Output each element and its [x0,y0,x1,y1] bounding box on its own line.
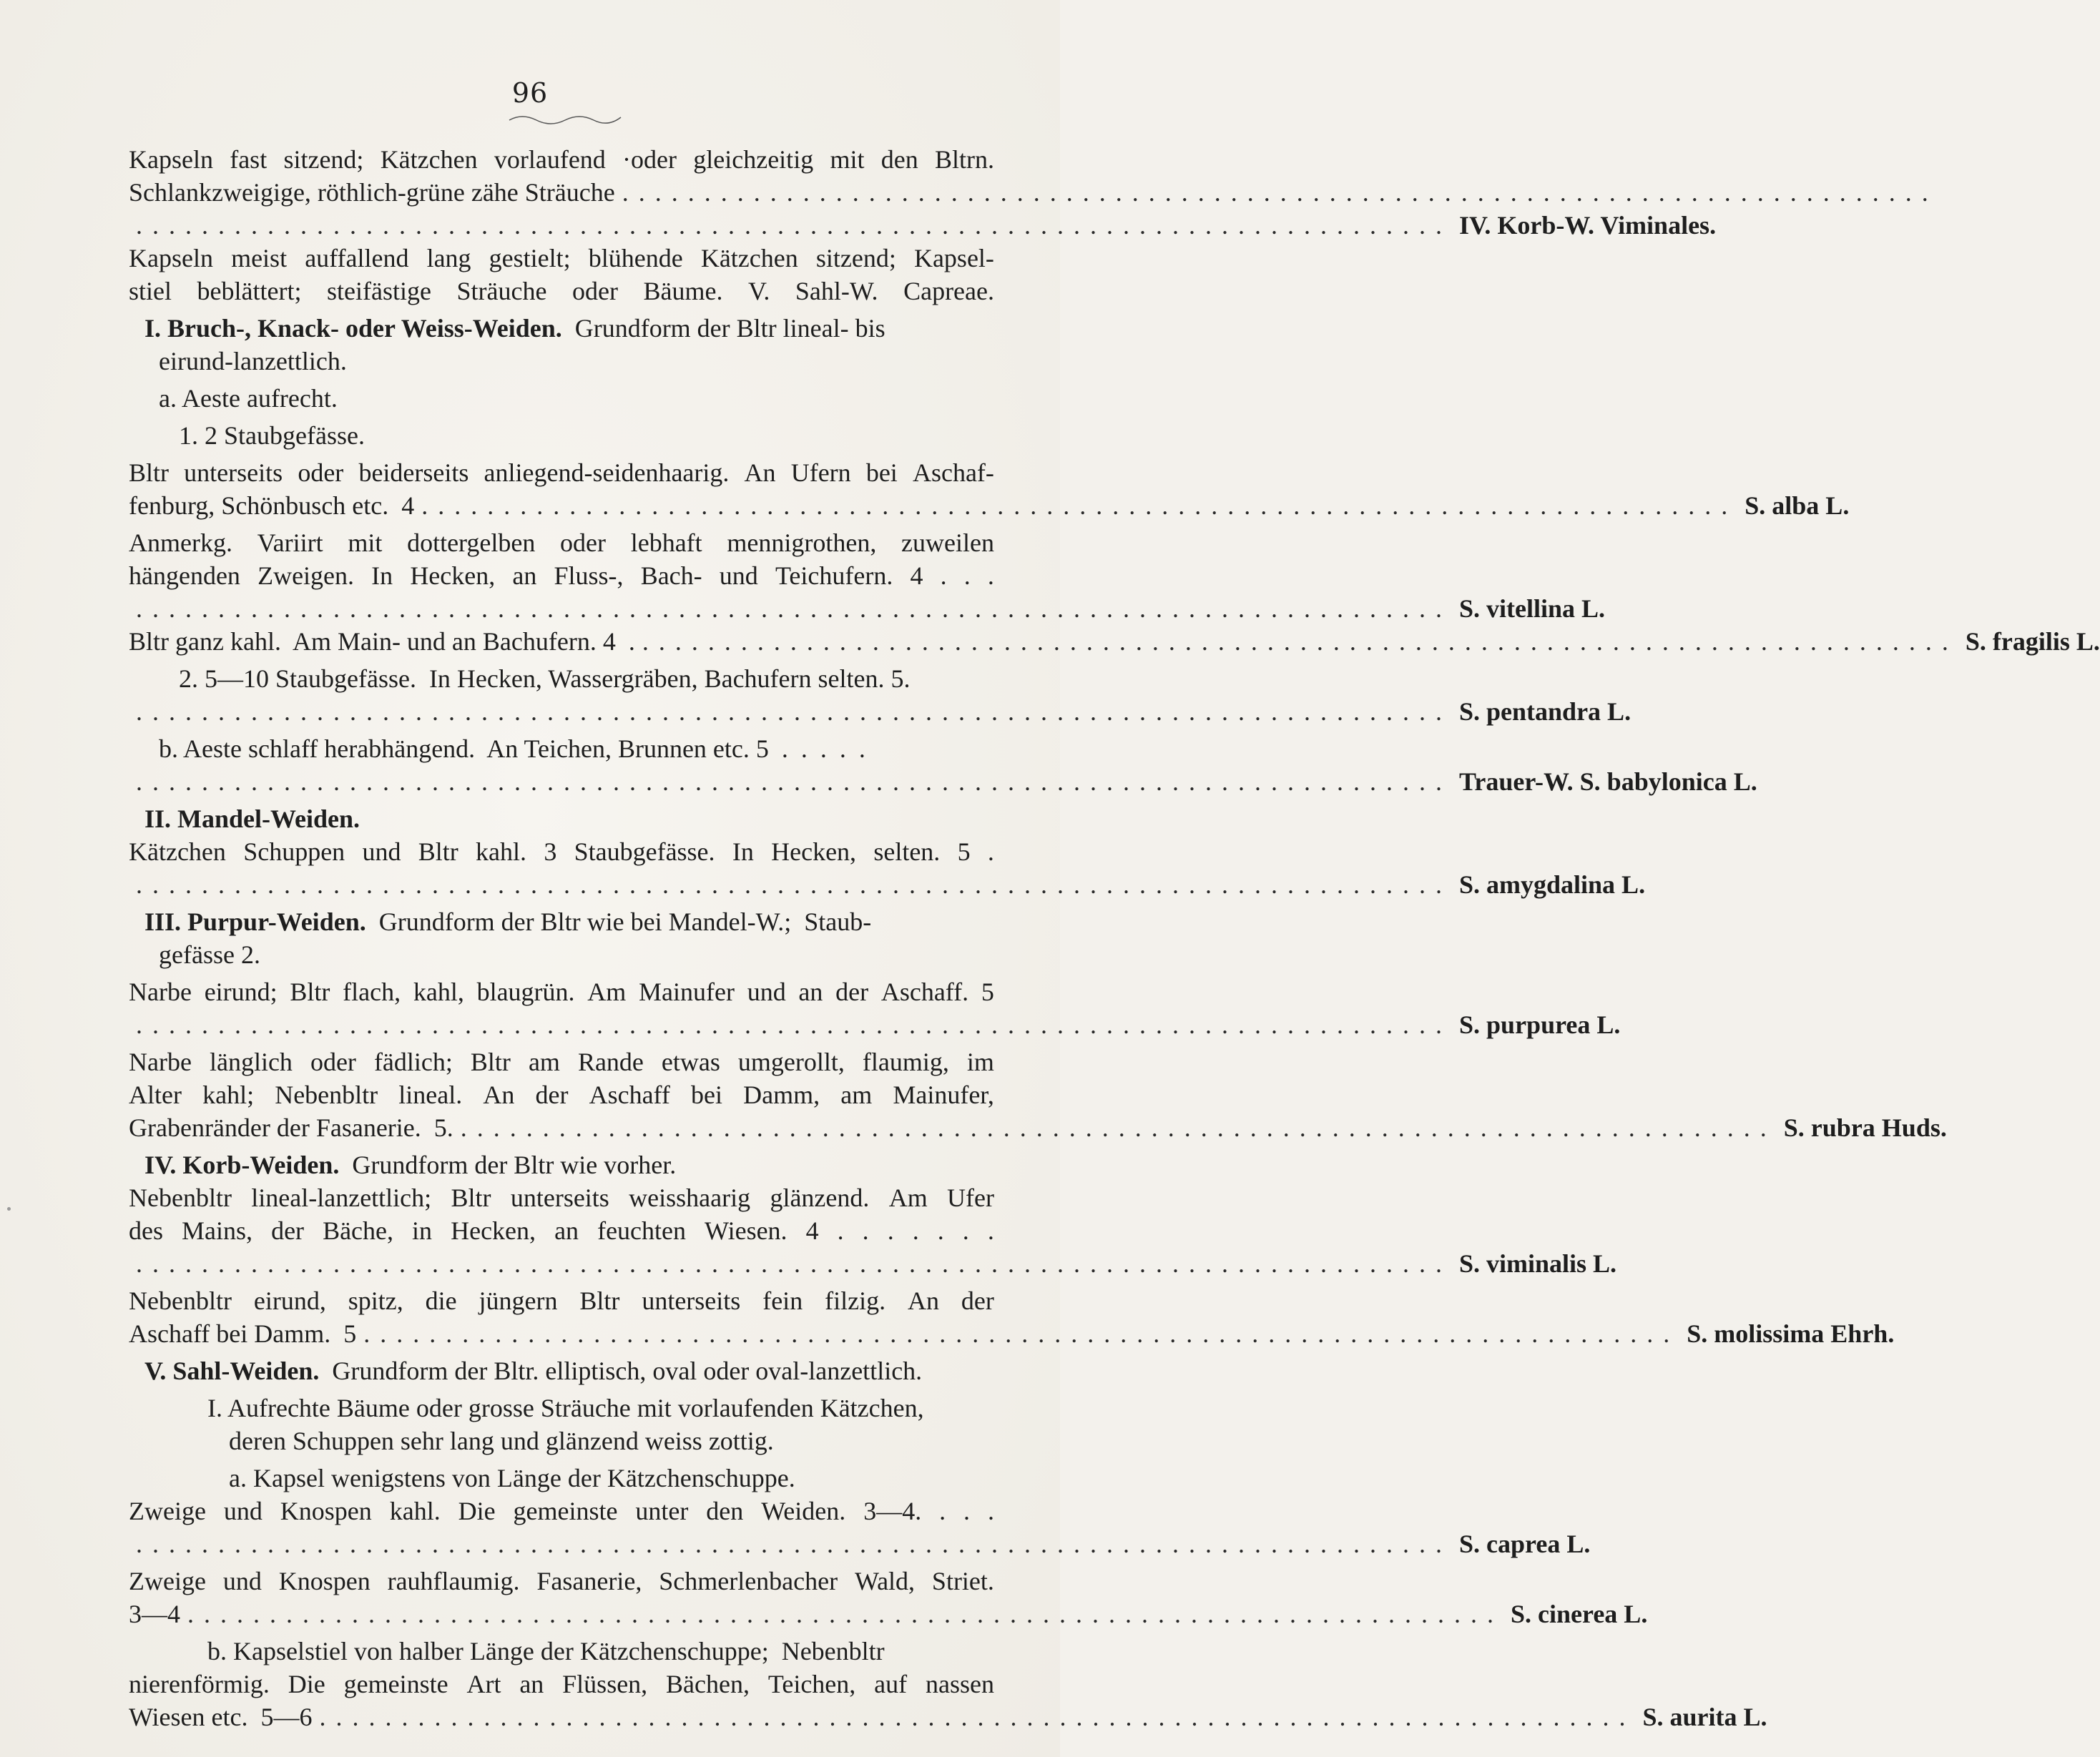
word: steifästige [327,277,431,305]
word: oder [298,458,344,487]
word: fein [762,1286,803,1315]
line-text: eirund-lanzettlich. [159,347,347,375]
line-text: a. Aeste aufrecht. [159,384,338,413]
word: Bächen, [666,1670,750,1698]
word: Art [466,1670,501,1698]
word: lebhaft [630,528,702,557]
species-name: S. alba L. [1745,491,1850,520]
word: Capreae. [903,277,994,305]
word: unterseits [184,458,283,487]
species-name: S. viminalis L. [1459,1249,1617,1278]
text-line [129,1668,994,1701]
word: Teichen, [767,1670,856,1698]
dot-leader: ................................................................................ [136,697,1452,726]
line-text: Schlankzweigige, röthlich-grüne zähe Sträuche [129,178,615,207]
species-name: S. fragilis L. [1965,627,2100,656]
word: Kapseln [129,244,213,272]
word: flach, [343,978,401,1006]
word: umgerollt, [737,1048,845,1076]
text-line [129,592,1606,625]
word: am [840,1081,873,1109]
word: feuchten [597,1216,687,1245]
word: den [706,1497,744,1525]
word: Nebenbltr [275,1081,378,1109]
word: des [129,1216,163,1245]
line-text: Grundform der Bltr lineal- bis [561,314,885,343]
text-line [129,695,1632,728]
species-name: Trauer-W. S. babylonica L. [1459,767,1757,796]
word: lineal-lanzettlich; [251,1183,432,1212]
word: den [880,145,918,174]
word: Damm, [743,1081,820,1109]
word: unterseits [510,1183,609,1212]
word: Am [888,1183,928,1212]
word: Wald, [854,1567,916,1595]
word: Bltr [470,1048,511,1076]
section-heading: I. Bruch-, Knack- oder Weiss-Weiden. [144,314,562,343]
word: Rande [577,1048,644,1076]
line-text: a. Kapsel wenigstens von Länge der Kätzchenschuppe. [229,1464,795,1492]
word: 5 [981,978,994,1006]
word: der [835,978,869,1006]
line-text: II. Mandel-Weiden. [144,804,360,833]
text-line [129,1148,994,1181]
word: Bach- [640,561,702,590]
word: V. [747,277,770,305]
text-line [129,802,994,835]
word: Knospen [278,1567,371,1595]
word: Schuppen [243,837,345,866]
word: 3 [544,837,557,866]
word: 5 [957,837,971,866]
dot-leader: ................................................................................ [136,1249,1452,1278]
line-text: b. Aeste schlaff herabhängend. An Teichen, Brunnen etc. 5 . . . . . [159,734,865,763]
word: flaumig, [862,1048,949,1076]
word: etwas [661,1048,720,1076]
line-text: Grundform der Bltr wie bei Mandel-W.; Staub- [365,907,872,936]
text-line [129,662,994,695]
word: . [912,1216,919,1245]
section-heading: IV. Korb-Weiden. [144,1151,340,1179]
word: . [887,1216,894,1245]
dot-leader: ................................................................................ [622,178,1938,207]
text-line [129,312,994,345]
word: Nebenbltr [129,1286,232,1315]
word: Narbe [129,978,192,1006]
word: Bltr [451,1183,491,1212]
word: am [528,1048,560,1076]
species-name: S. cinerea L. [1511,1600,1648,1628]
dot-leader: ................................................................................ [460,1113,1777,1142]
species-name: S. caprea L. [1459,1530,1591,1558]
text-line [129,835,994,868]
word: der [961,1286,994,1315]
word: unter [635,1497,689,1525]
word: oder [560,528,607,557]
word: selten. [873,837,941,866]
word: die [425,1286,457,1315]
word: lang [426,244,471,272]
text-line [129,559,994,592]
word: oder [571,277,618,305]
word: ·oder [622,145,677,174]
word: Narbe [129,1048,192,1076]
word: Alter [129,1081,182,1109]
line-text: Wiesen etc. 5—6 [129,1703,313,1731]
word: Knospen [280,1497,372,1525]
word: zuweilen [901,528,994,557]
word: auf [874,1670,908,1698]
word: Kätzchen [700,244,798,272]
text-line [129,526,994,559]
word: jüngern [479,1286,558,1315]
word: An [744,458,776,487]
word: Bltr [129,458,170,487]
word: . [940,561,947,590]
word: Schmerlenbacher [659,1567,838,1595]
text-line [129,625,2100,658]
word: und [222,1567,262,1595]
line-text: Grundform der Bltr. elliptisch, oval oder oval-lanzettlich. [319,1357,923,1385]
word: Mainufer, [893,1081,994,1109]
text-line [129,1527,1591,1560]
word: Bltr [579,1286,620,1315]
word: . [963,561,971,590]
word: und [362,837,401,866]
dot-leader: ................................................................................ [136,1010,1452,1039]
species-name: S. rubra Huds. [1783,1113,1947,1142]
word: mit [830,145,865,174]
word: fast [230,145,268,174]
text-line [129,176,1938,209]
word: an [554,1216,579,1245]
word: eirund, [253,1286,326,1315]
word: kahl. [389,1497,441,1525]
dot-leader: ................................................................................ [136,1530,1452,1558]
word: . [963,1497,971,1525]
word: . [987,1216,994,1245]
text-line [129,1111,1947,1144]
dot-leader: ................................................................................ [136,594,1452,623]
word: Ufern [790,458,851,487]
word: blaugrün. [476,978,575,1006]
word: gestielt; [489,244,571,272]
margin-speck [7,1207,11,1211]
species-name: S. aurita L. [1642,1703,1767,1731]
text-line [129,275,994,307]
species-name: S. pentandra L. [1459,697,1632,726]
word: Bltr [290,978,330,1006]
word: Mainufer [639,978,735,1006]
dot-leader: ................................................................................ [421,491,1738,520]
word: Zweigen. [257,561,355,590]
word: Zweige [129,1567,206,1595]
word: 3—4. [863,1497,922,1525]
line-text: b. Kapselstiel von halber Länge der Kätzchenschuppe; Nebenbltr [207,1637,885,1665]
word: mit [348,528,383,557]
text-line [129,938,994,971]
word: Hecken, [451,1216,536,1245]
text-line [129,1078,994,1111]
word: lineal. [398,1081,463,1109]
word: stiel [129,277,172,305]
word: blühende [588,244,683,272]
text-line [129,1424,994,1457]
word: Sahl-W. [795,277,878,305]
word: filzig. [825,1286,886,1315]
word: Wiesen. [705,1216,788,1245]
word: Die [458,1497,496,1525]
word: anliegend-seidenhaarig. [484,458,730,487]
line-text: 1. 2 Staubgefässe. [179,421,365,450]
word: Weiden. [761,1497,846,1525]
line-text: Bltr ganz kahl. Am Main- und an Bachufern. 4 . [129,627,635,656]
dot-leader: ................................................................................ [136,211,1452,240]
word: im [966,1048,994,1076]
dot-leader: ................................................................................ [319,1703,1636,1731]
word: auffallend [305,244,409,272]
word: Ufer [947,1183,994,1212]
text-line [129,1317,1895,1350]
dot-leader: ................................................................................ [136,870,1452,899]
text-line [129,242,994,275]
dot-leader: ................................................................................ [363,1319,1680,1348]
word: der [271,1216,305,1245]
text-line [129,1247,1617,1280]
word: Aschaff [589,1081,670,1109]
text-line [129,905,994,938]
word: bei [865,458,898,487]
word: 4 [805,1216,819,1245]
text-line [129,456,994,489]
word: und [719,561,758,590]
word: weisshaarig [629,1183,751,1212]
word: kahl. [476,837,527,866]
text-line [129,382,994,415]
word: gemeinste [513,1497,618,1525]
section-heading: III. Purpur-Weiden. [144,907,366,936]
word: unterseits [642,1286,741,1315]
text-line [129,1635,994,1668]
word: Aschaf- [912,458,994,487]
text-line [129,209,1717,242]
word: meist [231,244,288,272]
text-line [129,419,994,452]
word: . [987,561,994,590]
word: an [798,978,823,1006]
word: an [519,1670,544,1698]
word: . [939,1497,946,1525]
line-text: I. Aufrechte Bäume oder grosse Sträuche mit vorlaufenden Kätzchen, [207,1394,924,1422]
word: Fasanerie, [536,1567,642,1595]
text-line [129,1392,994,1424]
text-line [129,868,1646,901]
text-line [129,1181,994,1214]
page-number: 96 [511,77,549,109]
word: hängenden [129,561,240,590]
text-line [129,975,994,1008]
line-text: Grundform der Bltr wie vorher. [339,1151,677,1179]
text-line [129,1045,994,1078]
word: glänzend. [770,1183,870,1212]
word: Flüssen, [562,1670,648,1698]
word: an [512,561,537,590]
word: 4 [910,561,923,590]
word: sitzend; [815,244,896,272]
word: Die [288,1670,325,1698]
text-line [129,1701,1767,1733]
word: Kätzchen [129,837,226,866]
word: Nebenbltr [129,1183,232,1212]
word: . [837,1216,844,1245]
word: kahl; [202,1081,255,1109]
word: . [962,1216,969,1245]
species-name: IV. Korb-W. Viminales. [1459,211,1717,240]
text-line [129,1008,1621,1041]
line-text: gefässe 2. [159,940,260,969]
text-line [129,1284,994,1317]
word: nierenförmig. [129,1670,270,1698]
word: und [747,978,786,1006]
word: Bäche, [323,1216,394,1245]
word: spitz, [348,1286,403,1315]
word: In [371,561,393,590]
word: Kapsel- [913,244,994,272]
word: Kätzchen [380,145,478,174]
word: Hecken, [771,837,857,866]
word: Am [587,978,627,1006]
word: . [987,837,994,866]
word: sitzend; [283,145,364,174]
line-text: deren Schuppen sehr lang und glänzend weiss zottig. [229,1427,774,1455]
word: Variirt [257,528,323,557]
word: eirund; [204,978,278,1006]
line-text: fenburg, Schönbusch etc. 4 [129,491,415,520]
text-line [129,765,1757,798]
word: Bltr [418,837,458,866]
word: Teichufern. [775,561,893,590]
word: Sträuche [456,277,547,305]
word: Fluss-, [554,561,624,590]
line-text: Grabenränder der Fasanerie. 5. [129,1113,453,1142]
word: beiderseits [358,458,469,487]
species-name: S. vitellina L. [1459,594,1606,623]
word: nassen [925,1670,994,1698]
word: und [223,1497,262,1525]
species-name: S. molissima Ehrh. [1687,1319,1895,1348]
word: . [937,1216,944,1245]
word: Zweige [129,1497,206,1525]
word: Anmerkg. [129,528,232,557]
text-line [129,1495,994,1527]
word: kahl, [413,978,464,1006]
word: Mains, [182,1216,253,1245]
word: Aschaff. [880,978,969,1006]
dot-leader: ................................................................................ [642,627,1958,656]
ornament-flourish [508,112,622,127]
word: An [483,1081,515,1109]
word: . [987,1497,994,1525]
word: oder [310,1048,356,1076]
line-text: 2. 5—10 Staubgefässe. In Hecken, Wassergräben, Bachufern selten. 5. [179,664,911,693]
text-line [129,1214,994,1247]
species-name: S. amygdalina L. [1459,870,1646,899]
text-line [129,732,994,765]
text-line [129,143,994,176]
text-line [129,1598,1648,1630]
word: Kapseln [129,145,213,174]
text-line [129,489,1850,522]
word: der [535,1081,569,1109]
word: Bltrn. [934,145,994,174]
word: vorlaufend [494,145,606,174]
word: länglich [209,1048,293,1076]
text-line [129,1462,994,1495]
word: rauhflaumig. [387,1567,520,1595]
word: Staubgefässe. [574,837,715,866]
text-line [129,345,994,378]
text-line [129,1565,994,1598]
species-name: S. purpurea L. [1459,1010,1621,1039]
line-text: 3—4 [129,1600,180,1628]
word: Bäume. [643,277,723,305]
word: gleichzeitig [693,145,814,174]
dot-leader: ................................................................................ [187,1600,1503,1628]
text-line [129,1354,994,1387]
word: Hecken, [410,561,496,590]
word: in [412,1216,433,1245]
word: beblättert; [197,277,302,305]
word: gemeinste [343,1670,448,1698]
word: An [907,1286,939,1315]
dot-leader: ................................................................................ [136,767,1452,796]
word: fädlich; [373,1048,453,1076]
body-text [129,143,2100,1733]
section-heading: V. Sahl-Weiden. [144,1357,320,1385]
word: . [862,1216,869,1245]
word: Striet. [931,1567,994,1595]
word: bei [691,1081,722,1109]
word: mennigrothen, [727,528,877,557]
word: dottergelben [407,528,536,557]
word: In [732,837,754,866]
line-text: Aschaff bei Damm. 5 [129,1319,357,1348]
